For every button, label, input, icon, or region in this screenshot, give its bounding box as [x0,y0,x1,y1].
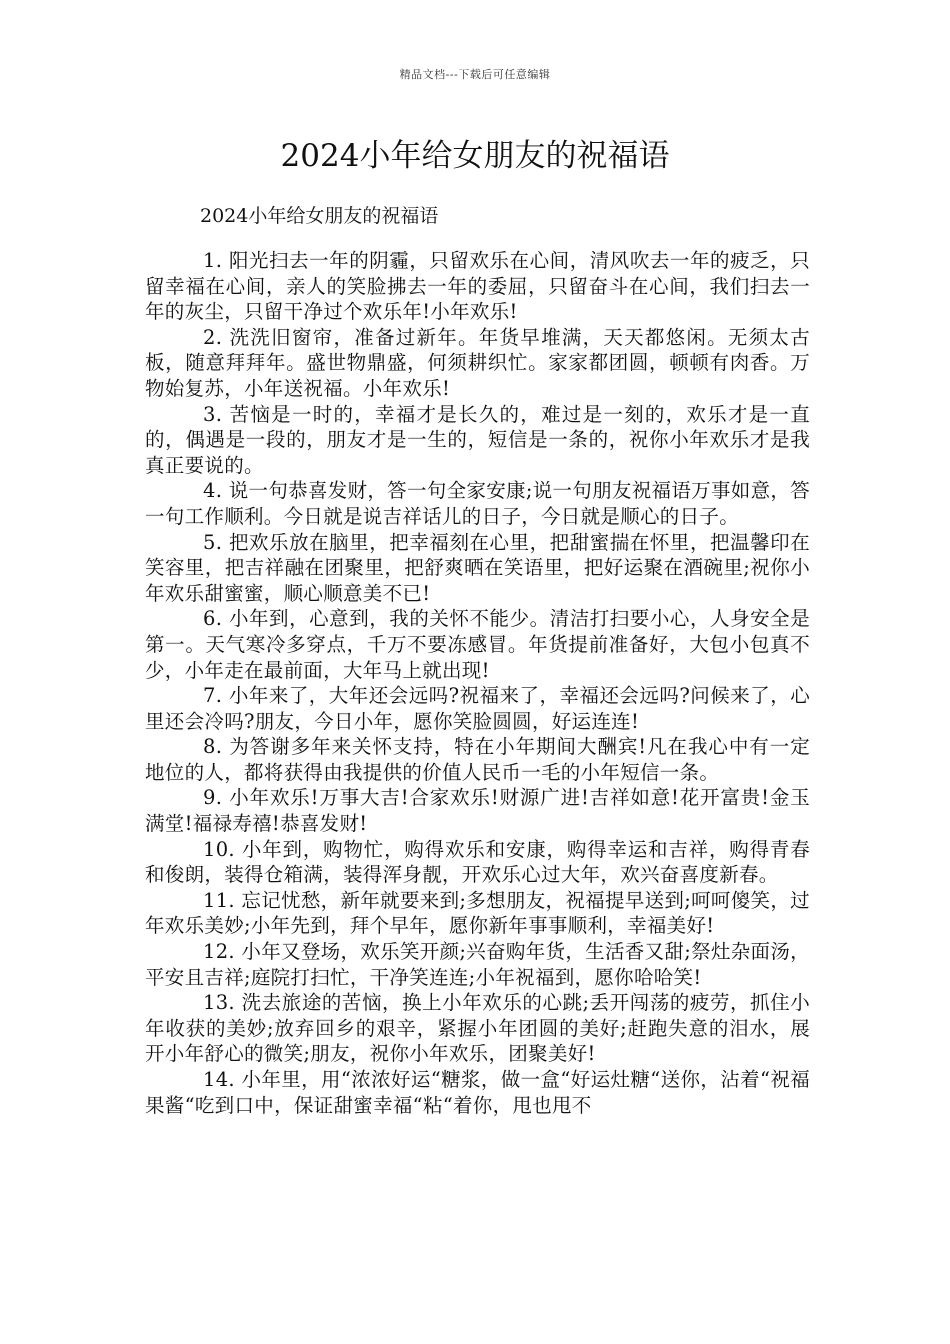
paragraph: 7. 小年来了，大年还会远吗?祝福来了，幸福还会远吗?问候来了，心里还会冷吗?朋友，今日小年，愿你笑脸圆圆，好运连连! [145,684,810,733]
paragraph: 13. 洗去旅途的苦恼，换上小年欢乐的心跳;丢开闯荡的疲劳，抓住小年收获的美妙;放弃回乡的艰辛，紧握小年团圆的美好;赶跑失意的泪水，展开小年舒心的微笑;朋友，祝你小年欢乐，团聚美好! [145,991,810,1066]
document-body [145,248,810,1118]
paragraph: 10. 小年到，购物忙，购得欢乐和安康，购得幸运和吉祥，购得青春和俊朗，装得仓箱满，装得浑身靓，开欢乐心过大年，欢兴奋喜度新春。 [145,837,810,887]
paragraph: 6. 小年到，心意到，我的关怀不能少。清洁打扫要小心，人身安全是第一。天气寒冷多穿点，千万不要冻感冒。年货提前准备好，大包小包真不少，小年走在最前面，大年马上就出现! [145,607,810,682]
paragraph: 2. 洗洗旧窗帘，准备过新年。年货早堆满，天天都悠闲。无须太古板，随意拜拜年。盛世物鼎盛，何须耕织忙。家家都团圆，顿顿有肉香。万物始复苏，小年送祝福。小年欢乐! [145,325,810,400]
document-subtitle: 2024小年给女朋友的祝福语 [200,205,439,227]
paragraph: 5. 把欢乐放在脑里，把幸福刻在心里，把甜蜜揣在怀里，把温馨印在笑容里，把吉祥融在团聚里，把舒爽晒在笑语里，把好运聚在酒碗里;祝你小年欢乐甜蜜蜜，顺心顺意美不已! [145,530,810,605]
paragraph: 1. 阳光扫去一年的阴霾，只留欢乐在心间，清风吹去一年的疲乏，只留幸福在心间，亲人的笑脸拂去一年的委屈，只留奋斗在心间，我们扫去一年的灰尘，只留干净过个欢乐年!小年欢乐! [145,249,810,324]
paragraph: 9. 小年欢乐!万事大吉!合家欢乐!财源广进!吉祥如意!花开富贵!金玉满堂!福禄寿禧!恭喜发财! [145,786,810,836]
document-title: 2024小年给女朋友的祝福语 [280,138,670,174]
paragraph: 4. 说一句恭喜发财，答一句全家安康;说一句朋友祝福语万事如意，答一句工作顺利。今日就是说吉祥话儿的日子，今日就是顺心的日子。 [145,479,810,528]
paragraph: 11. 忘记忧愁，新年就要来到;多想朋友，祝福提早送到;呵呵傻笑，过年欢乐美妙;小年先到，拜个早年，愿你新年事事顺利，幸福美好! [145,888,810,938]
header-note: 精品文档---下载后可任意编辑 [399,68,551,81]
paragraph: 3. 苦恼是一时的，幸福才是长久的，难过是一刻的，欢乐才是一直的，偶遇是一段的，朋友才是一生的，短信是一条的，祝你小年欢乐才是我真正要说的。 [145,402,810,477]
paragraph: 8. 为答谢多年来关怀支持，特在小年期间大酬宾!凡在我心中有一定地位的人，都将获得由我提供的价值人民币一毛的小年短信一条。 [145,735,810,784]
paragraph: 14. 小年里，用“浓浓好运“糖浆，做一盒“好运灶糖“送你，沾着“祝福果酱“吃到口中，保证甜蜜幸福“粘“着你，甩也甩不 [145,1068,810,1117]
paragraph: 12. 小年又登场，欢乐笑开颜;兴奋购年货，生活香又甜;祭灶杂面汤，平安且吉祥;庭院打扫忙，干净笑连连;小年祝福到，愿你哈哈笑! [145,940,810,989]
